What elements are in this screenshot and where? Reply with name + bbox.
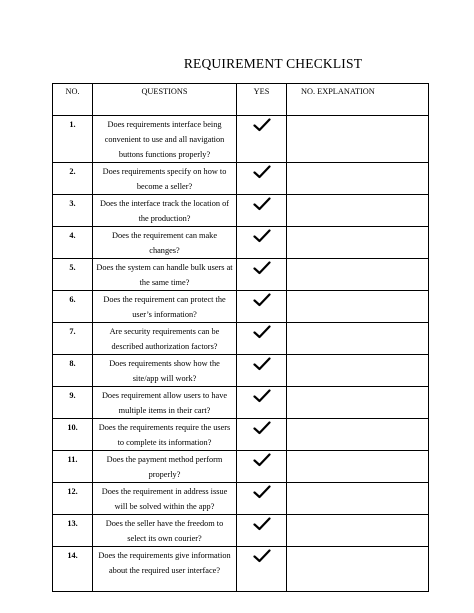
- yes-cell: [237, 483, 287, 515]
- row-number: 12.: [53, 483, 93, 515]
- row-number: 3.: [53, 195, 93, 227]
- explanation-cell: [287, 515, 429, 547]
- checkmark-icon: [253, 357, 271, 371]
- explanation-cell: [287, 387, 429, 419]
- header-yes: YES: [237, 84, 287, 116]
- row-number: 2.: [53, 163, 93, 195]
- yes-cell: [237, 116, 287, 163]
- explanation-cell: [287, 483, 429, 515]
- question-text: Does the requirement in address issue will be solved within the app?: [93, 483, 237, 515]
- explanation-cell: [287, 547, 429, 592]
- table-row: [53, 323, 429, 355]
- table-row: [53, 116, 429, 163]
- checkmark-icon: [253, 229, 271, 243]
- yes-cell: [237, 387, 287, 419]
- table-row: [53, 291, 429, 323]
- checkmark-icon: [253, 165, 271, 179]
- checkmark-icon: [253, 197, 271, 211]
- table-row: [53, 259, 429, 291]
- row-number: 4.: [53, 227, 93, 259]
- yes-cell: [237, 419, 287, 451]
- explanation-cell: [287, 259, 429, 291]
- yes-cell: [237, 323, 287, 355]
- explanation-cell: [287, 195, 429, 227]
- checkmark-icon: [253, 549, 271, 563]
- question-text: Does the payment method perform properly?: [93, 451, 237, 483]
- row-number: 7.: [53, 323, 93, 355]
- checkmark-icon: [253, 421, 271, 435]
- checkmark-icon: [253, 261, 271, 275]
- explanation-cell: [287, 323, 429, 355]
- yes-cell: [237, 227, 287, 259]
- yes-cell: [237, 195, 287, 227]
- explanation-cell: [287, 116, 429, 163]
- table-row: [53, 515, 429, 547]
- checkmark-icon: [253, 325, 271, 339]
- yes-cell: [237, 547, 287, 592]
- table-row: [53, 419, 429, 451]
- explanation-cell: [287, 355, 429, 387]
- checkmark-icon: [253, 485, 271, 499]
- explanation-cell: [287, 291, 429, 323]
- checkmark-icon: [253, 118, 271, 132]
- row-number: 10.: [53, 419, 93, 451]
- checklist-body: [53, 116, 429, 592]
- question-text: Does the requirement can make changes?: [93, 227, 237, 259]
- question-text: Does requirements show how the site/app will work?: [93, 355, 237, 387]
- question-text: Does requirements specify on how to become a seller?: [93, 163, 237, 195]
- question-text: Are security requirements can be described authorization factors?: [93, 323, 237, 355]
- header-row: [53, 84, 429, 116]
- row-number: 8.: [53, 355, 93, 387]
- row-number: 11.: [53, 451, 93, 483]
- row-number: 5.: [53, 259, 93, 291]
- row-number: 14.: [53, 547, 93, 592]
- table-row: [53, 387, 429, 419]
- yes-cell: [237, 355, 287, 387]
- row-number: 1.: [53, 116, 93, 163]
- header-no: NO.: [53, 84, 93, 116]
- table-row: [53, 451, 429, 483]
- header-explanation: NO. EXPLANATION: [287, 84, 429, 116]
- explanation-cell: [287, 163, 429, 195]
- explanation-cell: [287, 419, 429, 451]
- checkmark-icon: [253, 389, 271, 403]
- question-text: Does the requirements give information about the required user interface?: [93, 547, 237, 592]
- checkmark-icon: [253, 293, 271, 307]
- yes-cell: [237, 259, 287, 291]
- table-row: [53, 483, 429, 515]
- question-text: Does requirement allow users to have multiple items in their cart?: [93, 387, 237, 419]
- explanation-cell: [287, 451, 429, 483]
- yes-cell: [237, 163, 287, 195]
- question-text: Does the system can handle bulk users at the same time?: [93, 259, 237, 291]
- yes-cell: [237, 451, 287, 483]
- question-text: Does the requirements require the users to complete its information?: [93, 419, 237, 451]
- table-row: [53, 195, 429, 227]
- checkmark-icon: [253, 517, 271, 531]
- yes-cell: [237, 515, 287, 547]
- question-text: Does the seller have the freedom to select its own courier?: [93, 515, 237, 547]
- question-text: Does the interface track the location of the production?: [93, 195, 237, 227]
- question-text: Does requirements interface being convenient to use and all navigation buttons functions properly?: [93, 116, 237, 163]
- checkmark-icon: [253, 453, 271, 467]
- explanation-cell: [287, 227, 429, 259]
- yes-cell: [237, 291, 287, 323]
- table-row: [53, 163, 429, 195]
- table-row: [53, 355, 429, 387]
- page-title: REQUIREMENT CHECKLIST: [183, 56, 363, 71]
- row-number: 9.: [53, 387, 93, 419]
- requirement-checklist-table: [52, 83, 429, 592]
- row-number: 13.: [53, 515, 93, 547]
- question-text: Does the requirement can protect the user’s information?: [93, 291, 237, 323]
- table-row: [53, 227, 429, 259]
- table-row: [53, 547, 429, 592]
- row-number: 6.: [53, 291, 93, 323]
- header-questions: QUESTIONS: [93, 84, 237, 116]
